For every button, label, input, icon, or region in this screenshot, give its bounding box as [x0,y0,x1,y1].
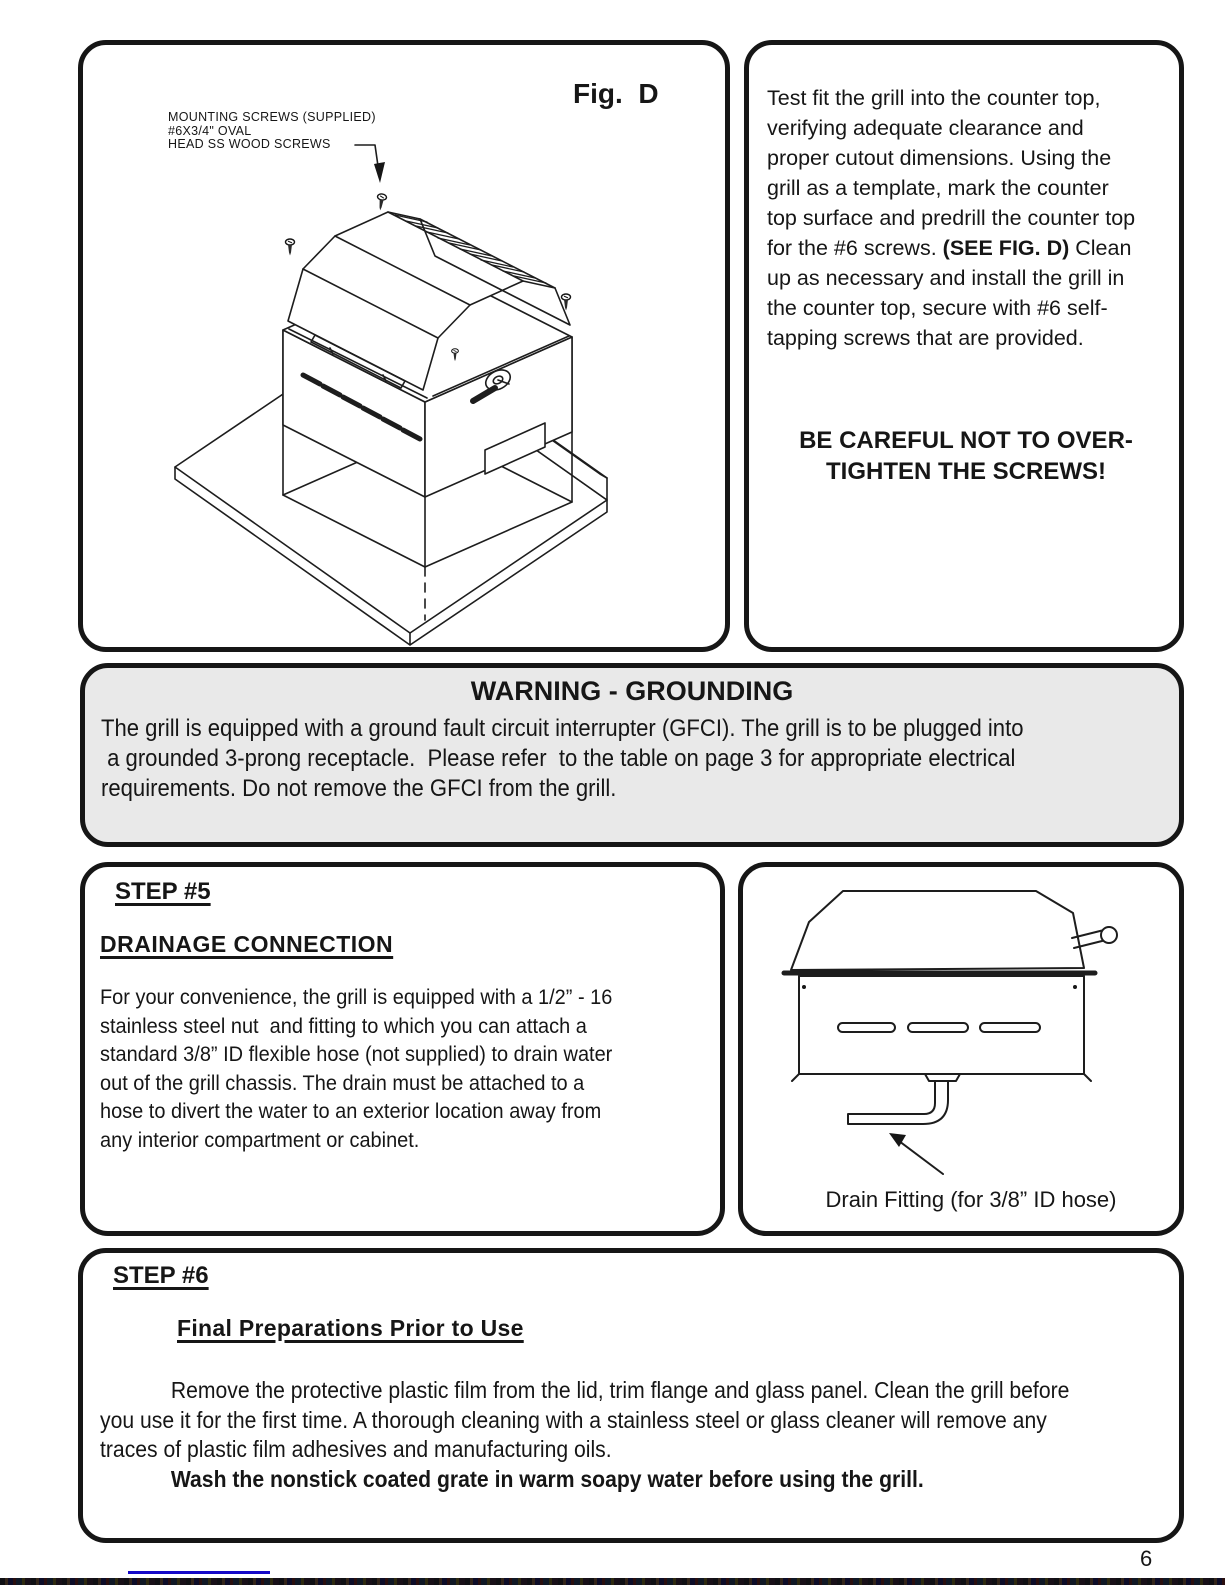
text-line: grill as a template, mark the counter [767,176,1109,200]
text-line: For your convenience, the grill is equipped with a 1/2” - 16 [100,986,613,1009]
warning-grounding-panel [80,663,1184,847]
text-line: traces of plastic film adhesives and manufacturing oils. [100,1436,612,1462]
svg-text:#6X3/4" OVAL: #6X3/4" OVAL [168,124,252,138]
text-line: you use it for the first time. A thorough cleaning with a stainless steel or glass cleaner will remove any [100,1406,1047,1433]
screw-icon [286,239,295,256]
warning-title: WARNING - GROUNDING [470,676,794,706]
svg-text:HEAD SS WOOD SCREWS: HEAD SS WOOD SCREWS [168,137,331,151]
caution-text [767,425,1165,487]
mounting-screws-annotation [168,110,376,151]
text-line: tapping screws that are provided. [767,326,1084,350]
text-line: up as necessary and install the grill in [767,266,1125,290]
text-line: verifying adequate clearance and [767,116,1084,140]
drain-nut [925,1074,960,1081]
step6-body [100,1376,1163,1494]
text-line: any interior compartment or cabinet. [100,1128,420,1152]
step5-heading: DRAINAGE CONNECTION [100,931,394,957]
install-instructions [767,83,1165,353]
grill-lid-side [791,891,1084,970]
svg-text:MOUNTING SCREWS (SUPPLIED): MOUNTING SCREWS (SUPPLIED) [168,110,376,124]
leader-arrowhead [374,162,385,183]
step5-panel [80,862,725,1236]
scan-noise-strip [0,1578,1225,1585]
drain-pipe [848,1081,948,1124]
install-instructions-panel [744,40,1184,652]
text-line: top surface and predrill the counter top [767,206,1136,230]
footer-blue-line [128,1571,270,1574]
step5-body [100,984,708,1155]
text-line: out of the grill chassis. The drain must be attached to a [100,1071,585,1095]
step6-panel [78,1248,1184,1543]
text-line: TIGHTEN THE SCREWS! [826,458,1106,485]
screw-icon [376,193,387,211]
text-span: for the #6 screws. [767,236,943,260]
text-line: standard 3/8” ID flexible hose (not supplied) to drain water [100,1043,613,1066]
text-line: Remove the protective plastic film from the lid, trim flange and glass panel. Clean the grill before [170,1377,1070,1403]
page-number: 6 [1140,1546,1153,1571]
text-line: BE CAREFUL NOT TO OVER- [799,427,1133,454]
text-line: Test fit the grill into the counter top, [767,86,1101,110]
warning-body [101,714,1161,804]
fig-d-panel [78,40,730,652]
text-line: stainless steel nut and fitting to which you can attach a [100,1014,587,1038]
text-line [767,233,1165,263]
text-line: the counter top, secure with #6 self- [767,296,1108,320]
leader-line [355,145,379,173]
text-line: hose to divert the water to an exterior location away from [100,1100,602,1123]
drain-drawing [743,867,1179,1231]
text-line: requirements. Do not remove the GFCI from the grill. [101,775,617,802]
grill-body-side [799,976,1084,1074]
text-line: proper cutout dimensions. Using the [767,146,1112,170]
pointer-line [895,1138,943,1174]
fig-d-label: Fig. D [573,78,659,109]
step5-label: STEP #5 [115,878,211,905]
drain-figure-panel [738,862,1184,1236]
text-line: a grounded 3-prong receptacle. Please refer to the table on page 3 for appropriate electrical [101,745,1016,772]
drain-fitting-label: Drain Fitting (for 3/8” ID hose) [825,1187,1117,1212]
text-span: Clean [1069,236,1132,260]
step6-label: STEP #6 [113,1262,209,1289]
step6-heading: Final Preparations Prior to Use [177,1315,524,1341]
fig-d-drawing [83,45,725,647]
see-fig-bold: (SEE FIG. D) [942,236,1070,260]
step6-bold-note: Wash the nonstick coated grate in warm soapy water before using the grill. [170,1465,924,1492]
text-line: The grill is equipped with a ground fault circuit interrupter (GFCI). The grill is to be plugged into [101,715,1024,742]
